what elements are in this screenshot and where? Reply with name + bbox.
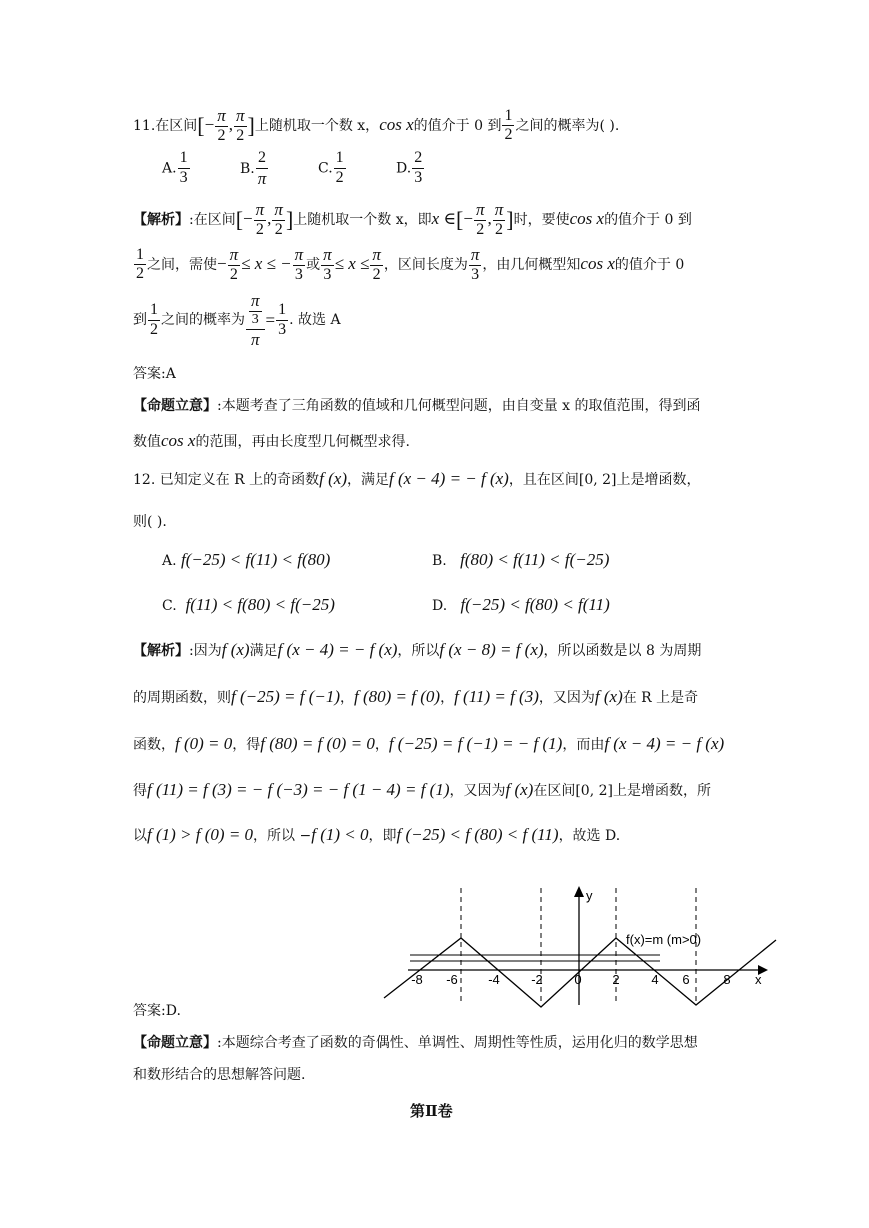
q12-option-a: A. f(−25) < f(11) < f(80)	[162, 550, 331, 569]
q12-stem-line2: 则( ).	[133, 514, 167, 530]
frac-pi-2: $\frac{\pi}{2}$	[217, 106, 226, 144]
q11-solution-line3: 到 $\frac{1}{2}$ 之间的概率为 $\frac{\frac{\pi}{3}}{\pi}$ = $\frac{1}{3}$ . 故选 A	[133, 291, 341, 349]
x-tick-label: -4	[488, 972, 500, 987]
q12-solution-line3: 函数，f (0) = 0，得f (80) = f (0) = 0，f (−25) = f (−1) = − f (1)，而由f (x − 4) = − f (x)	[133, 734, 725, 753]
q12-solution-line4: 得f (11) = f (3) = − f (−3) = − f (1 − 4) = f (1)，又因为f (x)在区间[0, 2]上是增函数，所	[133, 780, 711, 799]
x-tick-label: 6	[682, 972, 690, 987]
q12-intent-line1: 【命题立意】:本题综合考查了函数的奇偶性、单调性、周期性等性质，运用化归的数学思想	[133, 1035, 698, 1051]
frac-nested: $\frac{\frac{\pi}{3}}{\pi}$	[246, 292, 265, 348]
x-axis-label: x	[755, 972, 762, 987]
x-tick-label: 8	[723, 972, 731, 987]
q12-option-d: D. f(−25) < f(80) < f(11)	[432, 595, 610, 614]
q11-solution-line1: 【解析】:在区间[− $\frac{\pi}{2}$ , $\frac{\pi}{2}$ ]上随机取一个数 x，即x ∈[− $\frac{\pi}{2}$ , $\frac{\pi}{2}$ ]时，要使cos x的值介于 0 到	[133, 200, 692, 238]
q11-option-c: C. $\frac{1}{2}$	[318, 149, 344, 186]
frac-1-2: $\frac{1}{2}$	[504, 106, 513, 144]
x-tick-label: -2	[531, 972, 543, 987]
frac-pi-2: $\frac{\pi}{2}$	[235, 106, 245, 144]
q12-option-b: B. f(80) < f(11) < f(−25)	[432, 550, 610, 569]
q12-intent-line2: 和数形结合的思想解答问题.	[133, 1067, 306, 1083]
x-tick-label: 4	[651, 972, 659, 987]
line-label: f(x)=m (m>0)	[626, 932, 702, 947]
y-axis-arrow-icon	[574, 886, 584, 897]
q12-solution-line2: 的周期函数，则f (−25) = f (−1)，f (80) = f (0)，f (11) = f (3)，又因为f (x)在 R 上是奇	[133, 687, 699, 706]
q11-option-d: D. $\frac{2}{3}$	[396, 149, 423, 186]
section-title: 第Ⅱ卷	[410, 1102, 453, 1120]
q11-intent-line1: 【命题立意】:本题考查了三角函数的值域和几何概型问题，由自变量 x 的取值范围，得到函	[133, 398, 701, 414]
q12-solution-line5: 以f (1) > f (0) = 0，所以 −f (1) < 0，即f (−25) < f (80) < f (11)，故选 D.	[133, 825, 621, 844]
function-graph	[370, 880, 790, 1010]
x-tick-label: -8	[411, 972, 423, 987]
q12-stem-line1: 12. 已知定义在 R 上的奇函数f (x)，满足f (x − 4) = − f (x)，且在区间[0, 2]上是增函数，	[133, 469, 701, 488]
q11-answer: 答案:A	[133, 366, 176, 382]
q12-solution-line1: 【解析】:因为f (x)满足f (x − 4) = − f (x)，所以f (x − 8) = f (x)，所以函数是以 8 为周期	[133, 640, 702, 659]
y-axis-label: y	[586, 888, 593, 903]
x-tick-label: 0	[574, 972, 582, 987]
q11-stem: 11.在区间[− $\frac{\pi}{2}$ , $\frac{\pi}{2}$ ]上随机取一个数 x，cos x的值介于 0 到 $\frac{1}{2}$ 之间的概率为( ).	[133, 106, 620, 144]
x-tick-label: -6	[446, 972, 458, 987]
q12-answer: 答案:D.	[133, 1003, 181, 1019]
q11-intent-line2: 数值cos x的范围，再由长度型几何概型求得.	[133, 431, 410, 450]
q11-option-b: B. $\frac{2}{\pi}$	[240, 149, 267, 188]
q11-number: 11.	[133, 117, 156, 134]
x-tick-label: 2	[612, 972, 620, 987]
q12-option-c: C. f(11) < f(80) < f(−25)	[162, 595, 335, 614]
q11-option-a: A. $\frac{1}{3}$	[162, 149, 188, 186]
q11-solution-line2: $\frac{1}{2}$ 之间，需使− $\frac{\pi}{2}$ ≤ x ≤ − $\frac{\pi}{3}$ 或 $\frac{\pi}{3}$ ≤ x ≤ $\frac{\pi}{2}$ ，区间长度为 $\frac{\pi}{3}$ ，由几何概型知cos x的值介于 0	[136, 245, 685, 283]
